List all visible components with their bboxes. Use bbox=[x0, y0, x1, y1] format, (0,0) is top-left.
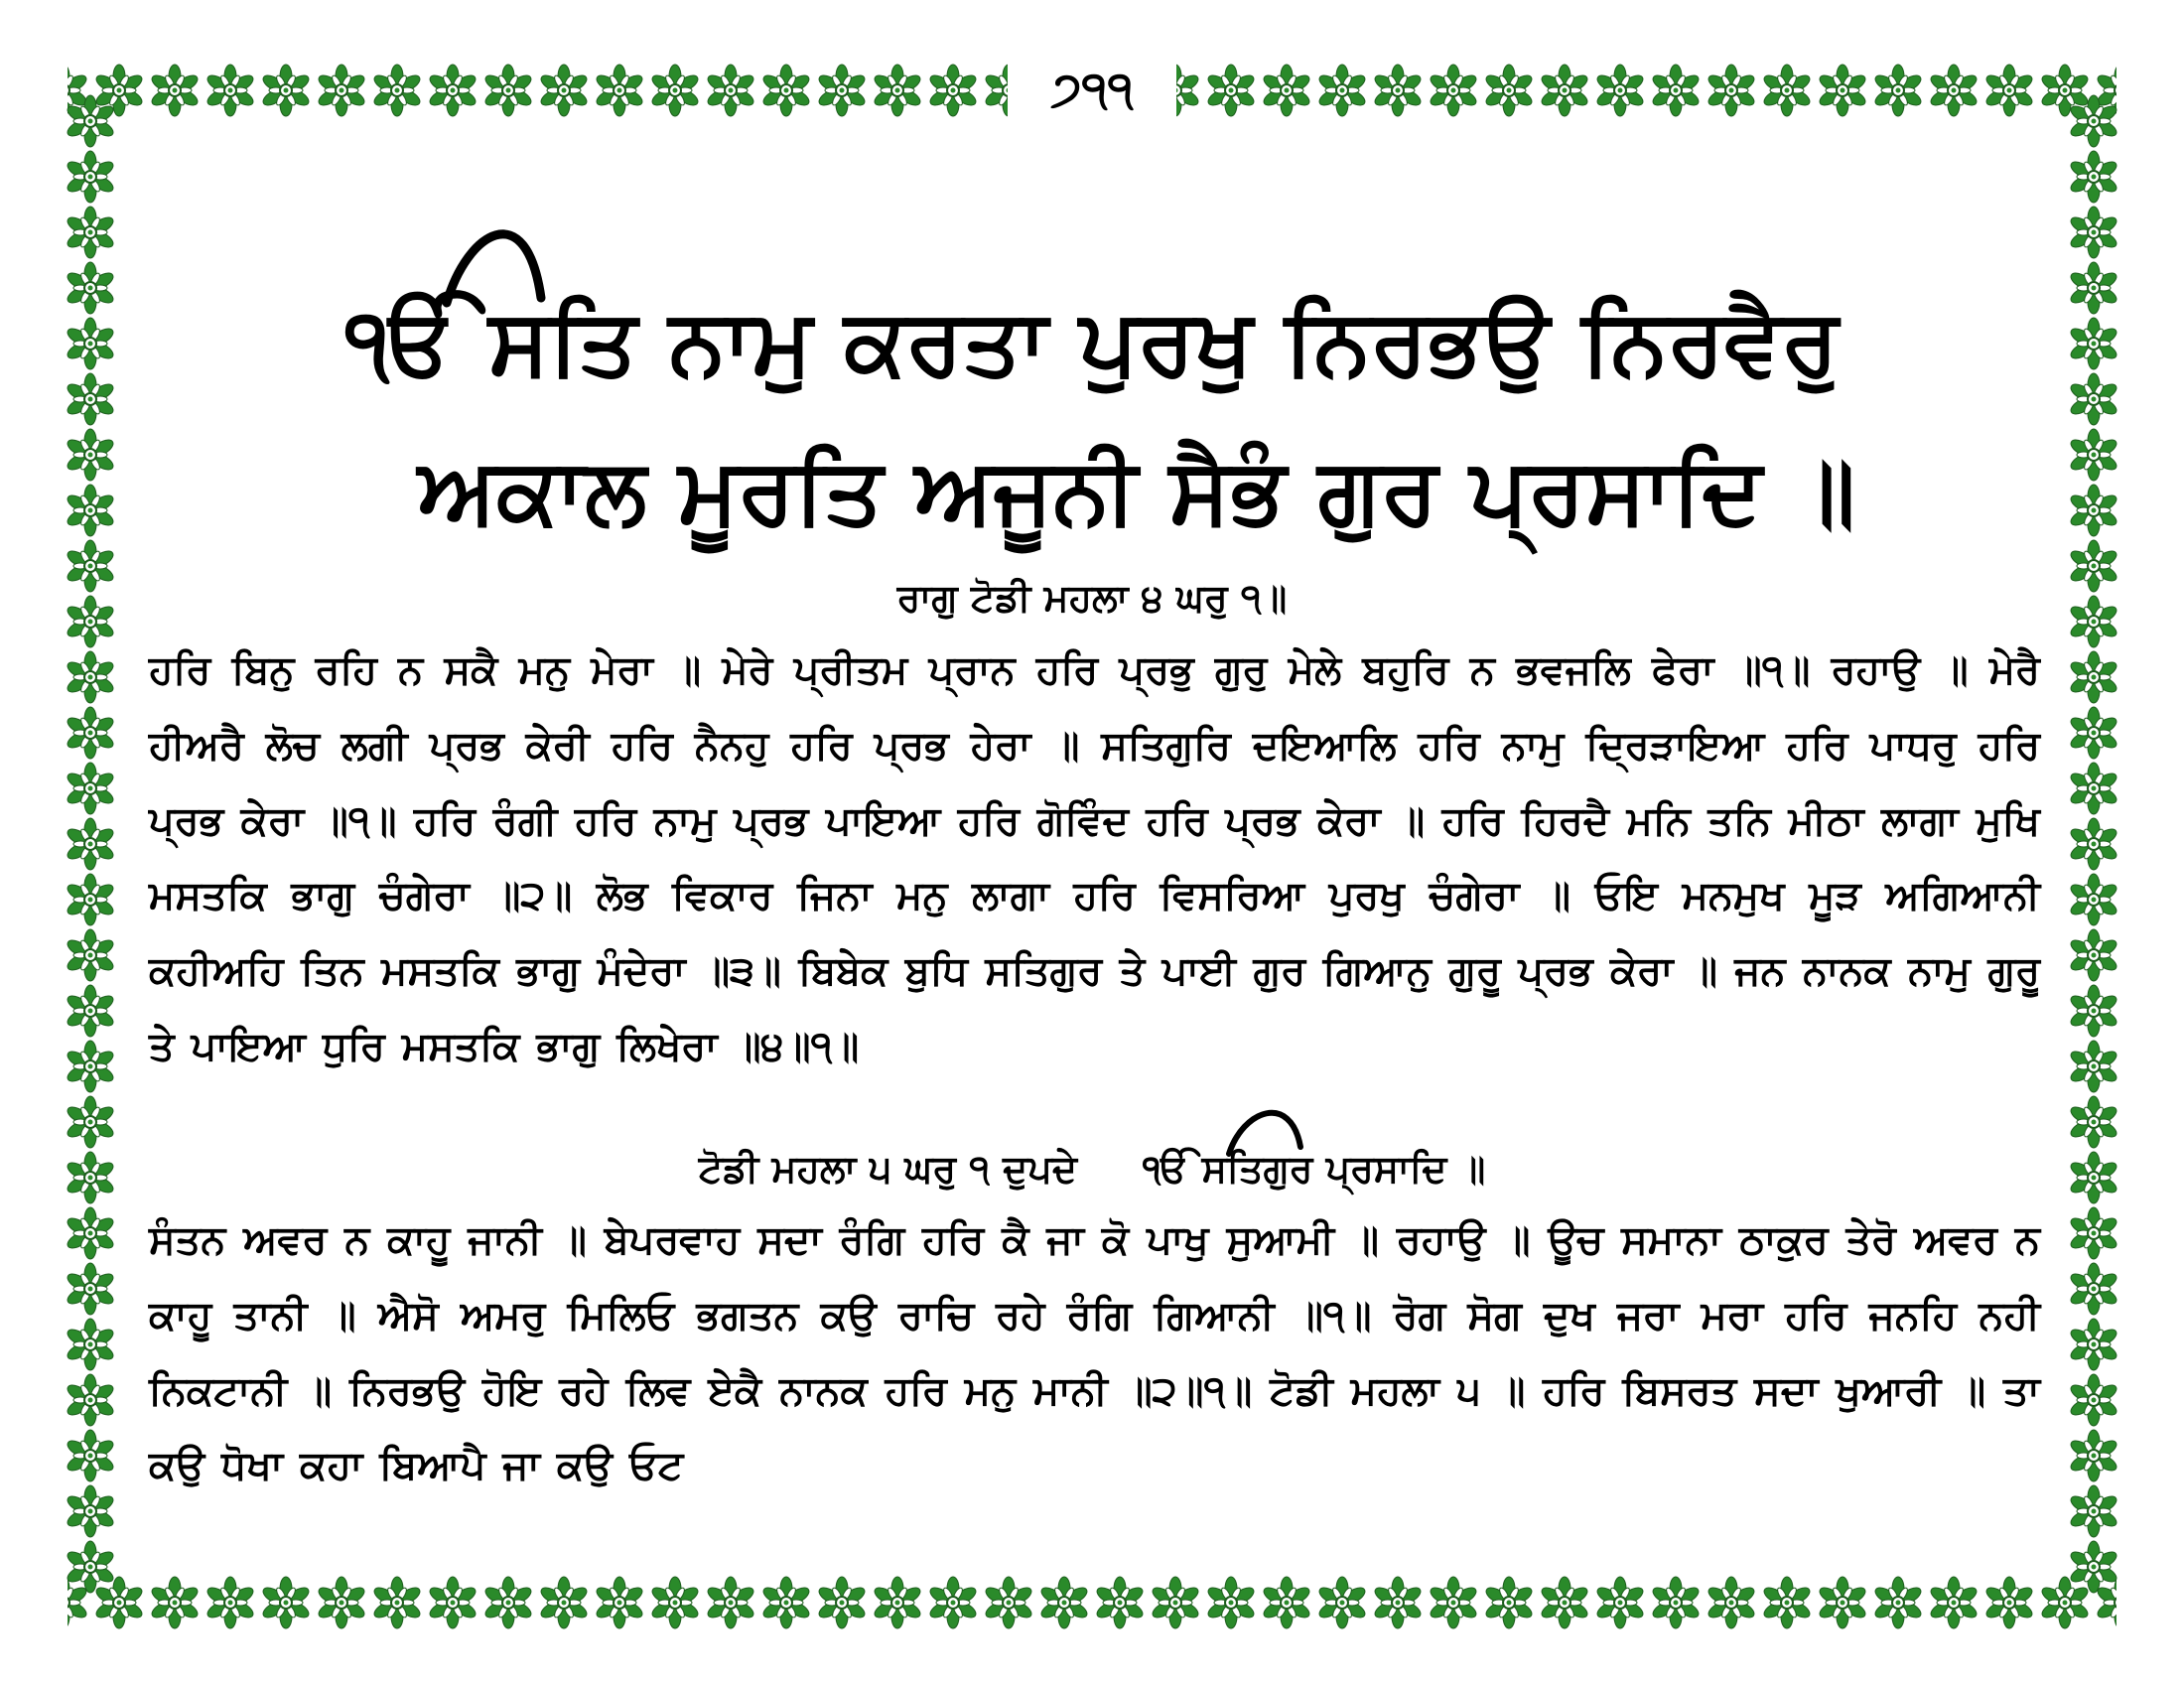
flower-icon bbox=[1538, 64, 1591, 117]
flower-icon bbox=[64, 650, 117, 704]
flower-icon bbox=[2067, 873, 2120, 926]
flower-icon bbox=[426, 1576, 479, 1629]
section-2-text: ਸੰਤਨ ਅਵਰ ਨ ਕਾਹੂ ਜਾਨੀ ॥ ਬੇਪਰਵਾਹ ਸਦਾ ਰੰਗਿ ਹਰਿ ਕੈ ਜਾ ਕੋ ਪਾਖੁ ਸੁਆਮੀ ॥ ਰਹਾਉ ॥ ਊਚ ਸਮਾਨਾ ਠਾਕੁਰ ਤੇਰੋ ਅਵਰ ਨ ਕਾਹੂ ਤਾਨੀ ॥ ਐਸੋ ਅਮਰੁ ਮਿਲਿਓ ਭਗਤਨ ਕਉ ਰਾਚਿ ਰਹੇ ਰੰਗਿ ਗਿਆਨੀ ॥੧॥ ਰੋਗ ਸੋਗ ਦੁਖ ਜਰਾ ਮਰਾ ਹਰਿ ਜਨਹਿ ਨਹੀ ਨਿਕਟਾਨੀ ॥ ਨਿਰਭਉ ਹੋਇ ਰਹੇ ਲਿਵ ਏਕੈ ਨਾਨਕ ਹਰਿ ਮਨੁ ਮਾਨੀ ॥੨॥੧॥ ਟੋਡੀ ਮਹਲਾ ੫ ॥ ਹਰਿ ਬਿਸਰਤ ਸਦਾ ਖੁਆਰੀ ॥ ਤਾ ਕਉ ਧੋਖਾ ਕਹਾ ਬਿਆਪੈ ਜਾ ਕਉ ਓਟ bbox=[149, 1217, 2040, 1489]
flower-icon bbox=[1649, 64, 1703, 117]
flower-icon bbox=[315, 64, 368, 117]
flower-icon bbox=[64, 317, 117, 370]
flower-icon bbox=[148, 1576, 202, 1629]
flower-icon bbox=[926, 64, 980, 117]
flower-icon bbox=[871, 1576, 924, 1629]
flower-icon bbox=[1982, 64, 2036, 117]
section-1-heading: ਰਾਗੁ ਟੋਡੀ ਮਹਲਾ ੪ ਘਰੁ ੧॥ bbox=[896, 576, 1288, 620]
mool-mantar bbox=[149, 268, 2035, 566]
border-bottom bbox=[68, 1574, 2116, 1631]
flower-icon bbox=[64, 1429, 117, 1482]
flower-icon bbox=[1315, 1576, 1369, 1629]
flower-icon bbox=[1871, 1576, 1925, 1629]
flower-icon bbox=[259, 1576, 313, 1629]
flower-icon bbox=[1371, 1576, 1425, 1629]
flower-icon bbox=[1482, 1576, 1536, 1629]
flower-icon bbox=[64, 1040, 117, 1093]
flower-icon bbox=[64, 206, 117, 259]
flower-icon bbox=[1593, 64, 1647, 117]
flower-icon bbox=[1760, 1576, 1814, 1629]
flower-icon bbox=[1760, 64, 1814, 117]
flower-icon bbox=[2067, 206, 2120, 259]
flower-icon bbox=[1260, 1576, 1313, 1629]
flower-icon bbox=[1816, 1576, 1869, 1629]
flower-icon bbox=[64, 595, 117, 648]
flower-icon bbox=[2067, 650, 2120, 704]
flower-icon bbox=[2067, 1540, 2120, 1594]
flower-icon bbox=[871, 64, 924, 117]
flower-icon bbox=[1705, 64, 1758, 117]
flower-icon bbox=[64, 984, 117, 1038]
flower-icon bbox=[64, 1095, 117, 1149]
flower-icon bbox=[2067, 928, 2120, 982]
flower-icon bbox=[1371, 64, 1425, 117]
flower-icon bbox=[537, 1576, 591, 1629]
mool-mantar-line-2: ਅਕਾਲ ਮੂਰਤਿ ਅਜੂਨੀ ਸੈਭੰ ਗੁਰ ਪ੍ਰਸਾਦਿ ॥ bbox=[417, 438, 1856, 544]
flower-icon bbox=[648, 64, 702, 117]
flower-icon bbox=[1315, 64, 1369, 117]
flower-icon bbox=[259, 64, 313, 117]
flower-icon bbox=[64, 428, 117, 482]
flower-icon bbox=[64, 1484, 117, 1538]
flower-icon bbox=[64, 762, 117, 815]
flower-icon bbox=[204, 1576, 257, 1629]
flower-icon bbox=[1705, 1576, 1758, 1629]
flower-icon bbox=[2067, 1373, 2120, 1427]
flower-icon bbox=[2067, 261, 2120, 315]
flower-icon bbox=[1482, 64, 1536, 117]
flower-icon bbox=[704, 64, 757, 117]
flower-icon bbox=[64, 539, 117, 593]
flower-icon bbox=[148, 64, 202, 117]
flower-icon bbox=[64, 873, 117, 926]
flower-icon bbox=[2067, 1206, 2120, 1260]
flower-icon bbox=[2067, 317, 2120, 370]
flower-icon bbox=[1816, 64, 1869, 117]
flower-icon bbox=[2067, 1429, 2120, 1482]
flower-icon bbox=[759, 64, 813, 117]
flower-icon bbox=[2067, 1262, 2120, 1316]
flower-icon bbox=[426, 64, 479, 117]
flower-icon bbox=[2067, 706, 2120, 760]
flower-icon bbox=[64, 150, 117, 204]
flower-icon bbox=[1649, 1576, 1703, 1629]
flower-icon bbox=[2067, 595, 2120, 648]
flower-icon bbox=[64, 1151, 117, 1204]
flower-icon bbox=[1149, 1576, 1202, 1629]
flower-icon bbox=[2067, 484, 2120, 537]
flower-icon bbox=[2067, 539, 2120, 593]
flower-icon bbox=[1093, 1576, 1147, 1629]
flower-icon bbox=[64, 928, 117, 982]
flower-icon bbox=[1427, 64, 1480, 117]
section-1-text: ਹਰਿ ਬਿਨੁ ਰਹਿ ਨ ਸਕੈ ਮਨੁ ਮੇਰਾ ॥ ਮੇਰੇ ਪ੍ਰੀਤਮ ਪ੍ਰਾਨ ਹਰਿ ਪ੍ਰਭੁ ਗੁਰੁ ਮੇਲੇ ਬਹੁਰਿ ਨ ਭਵਜਲਿ ਫੇਰਾ ॥੧॥ ਰਹਾਉ ॥ ਮੇਰੈ ਹੀਅਰੈ ਲੋਚ ਲਗੀ ਪ੍ਰਭ ਕੇਰੀ ਹਰਿ ਨੈਨਹੁ ਹਰਿ ਪ੍ਰਭ ਹੇਰਾ ॥ ਸਤਿਗੁਰਿ ਦਇਆਲਿ ਹਰਿ ਨਾਮੁ ਦ੍ਰਿੜਾਇਆ ਹਰਿ ਪਾਧਰੁ ਹਰਿ ਪ੍ਰਭ ਕੇਰਾ ॥੧॥ ਹਰਿ ਰੰਗੀ ਹਰਿ ਨਾਮੁ ਪ੍ਰਭ ਪਾਇਆ ਹਰਿ ਗੋਵਿੰਦ ਹਰਿ ਪ੍ਰਭ ਕੇਰਾ ॥ ਹਰਿ ਹਿਰਦੈ ਮਨਿ ਤਨਿ ਮੀਠਾ ਲਾਗਾ ਮੁਖਿ ਮਸਤਕਿ ਭਾਗੁ ਚੰਗੇਰਾ ॥੨॥ ਲੋਭ ਵਿਕਾਰ ਜਿਨਾ ਮਨੁ ਲਾਗਾ ਹਰਿ ਵਿਸਰਿਆ ਪੁਰਖੁ ਚੰਗੇਰਾ ॥ ਓਇ ਮਨਮੁਖ ਮੂੜ ਅਗਿਆਨੀ ਕਹੀਅਹਿ ਤਿਨ ਮਸਤਕਿ ਭਾਗੁ ਮੰਦੇਰਾ ॥੩॥ ਬਿਬੇਕ ਬੁਧਿ ਸਤਿਗੁਰ ਤੇ ਪਾਈ ਗੁਰ ਗਿਆਨੁ ਗੁਰੂ ਪ੍ਰਭ ਕੇਰਾ ॥ ਜਨ ਨਾਨਕ ਨਾਮੁ ਗੁਰੂ ਤੇ ਪਾਇਆ ਧੁਰਿ ਮਸਤਕਿ ਭਾਗੁ ਲਿਖੇਰਾ ॥੪॥੧॥ bbox=[149, 647, 2040, 1069]
flower-icon bbox=[64, 1318, 117, 1371]
flower-icon bbox=[759, 1576, 813, 1629]
flower-icon bbox=[1538, 1576, 1591, 1629]
flower-icon bbox=[64, 1540, 117, 1594]
page-number-text: ੭੧੧ bbox=[1050, 61, 1134, 117]
border-right bbox=[2065, 89, 2122, 1599]
flower-icon bbox=[815, 64, 869, 117]
flower-icon bbox=[64, 94, 117, 148]
flower-icon bbox=[1037, 1576, 1091, 1629]
flower-icon bbox=[315, 1576, 368, 1629]
border-left bbox=[62, 89, 119, 1599]
flower-icon bbox=[481, 64, 535, 117]
flower-icon bbox=[1927, 1576, 1980, 1629]
flower-icon bbox=[2067, 428, 2120, 482]
mool-mantar-line-1: ੴ ਸਤਿ ਨਾਮੁ ਕਰਤਾ ਪੁਰਖੁ ਨਿਰਭਉ ਨਿਰਵੈਰੁ bbox=[345, 289, 1839, 395]
flower-icon bbox=[2067, 1151, 2120, 1204]
flower-icon bbox=[64, 1373, 117, 1427]
flower-icon bbox=[204, 64, 257, 117]
flower-icon bbox=[481, 1576, 535, 1629]
flower-icon bbox=[926, 1576, 980, 1629]
flower-icon bbox=[64, 1206, 117, 1260]
flower-icon bbox=[704, 1576, 757, 1629]
flower-icon bbox=[1982, 1576, 2036, 1629]
flower-icon bbox=[64, 817, 117, 871]
flower-icon bbox=[64, 706, 117, 760]
flower-icon bbox=[1260, 64, 1313, 117]
flower-icon bbox=[64, 484, 117, 537]
flower-icon bbox=[982, 1576, 1035, 1629]
flower-icon bbox=[370, 1576, 424, 1629]
flower-icon bbox=[64, 372, 117, 426]
flower-icon bbox=[2067, 984, 2120, 1038]
flower-icon bbox=[1871, 64, 1925, 117]
flower-icon bbox=[2067, 762, 2120, 815]
flower-icon bbox=[64, 261, 117, 315]
flower-icon bbox=[1593, 1576, 1647, 1629]
flower-icon bbox=[593, 64, 646, 117]
flower-icon bbox=[2067, 94, 2120, 148]
flower-icon bbox=[370, 64, 424, 117]
section-2-heading: ਟੋਡੀ ਮਹਲਾ ੫ ਘਰੁ ੧ ਦੁਪਦੇ ੴ ਸਤਿਗੁਰ ਪ੍ਰਸਾਦਿ ॥ bbox=[698, 1147, 1486, 1191]
flower-icon bbox=[2067, 150, 2120, 204]
flower-icon bbox=[2067, 1040, 2120, 1093]
flower-icon bbox=[593, 1576, 646, 1629]
flower-icon bbox=[2067, 372, 2120, 426]
flower-icon bbox=[1927, 64, 1980, 117]
flower-icon bbox=[537, 64, 591, 117]
flower-icon bbox=[2067, 1484, 2120, 1538]
flower-icon bbox=[2067, 1318, 2120, 1371]
flower-icon bbox=[2067, 817, 2120, 871]
flower-icon bbox=[64, 1262, 117, 1316]
flower-icon bbox=[1204, 64, 1258, 117]
flower-icon bbox=[648, 1576, 702, 1629]
page-number bbox=[1008, 60, 1176, 119]
flower-icon bbox=[815, 1576, 869, 1629]
flower-icon bbox=[1427, 1576, 1480, 1629]
flower-icon bbox=[1204, 1576, 1258, 1629]
flower-icon bbox=[2067, 1095, 2120, 1149]
